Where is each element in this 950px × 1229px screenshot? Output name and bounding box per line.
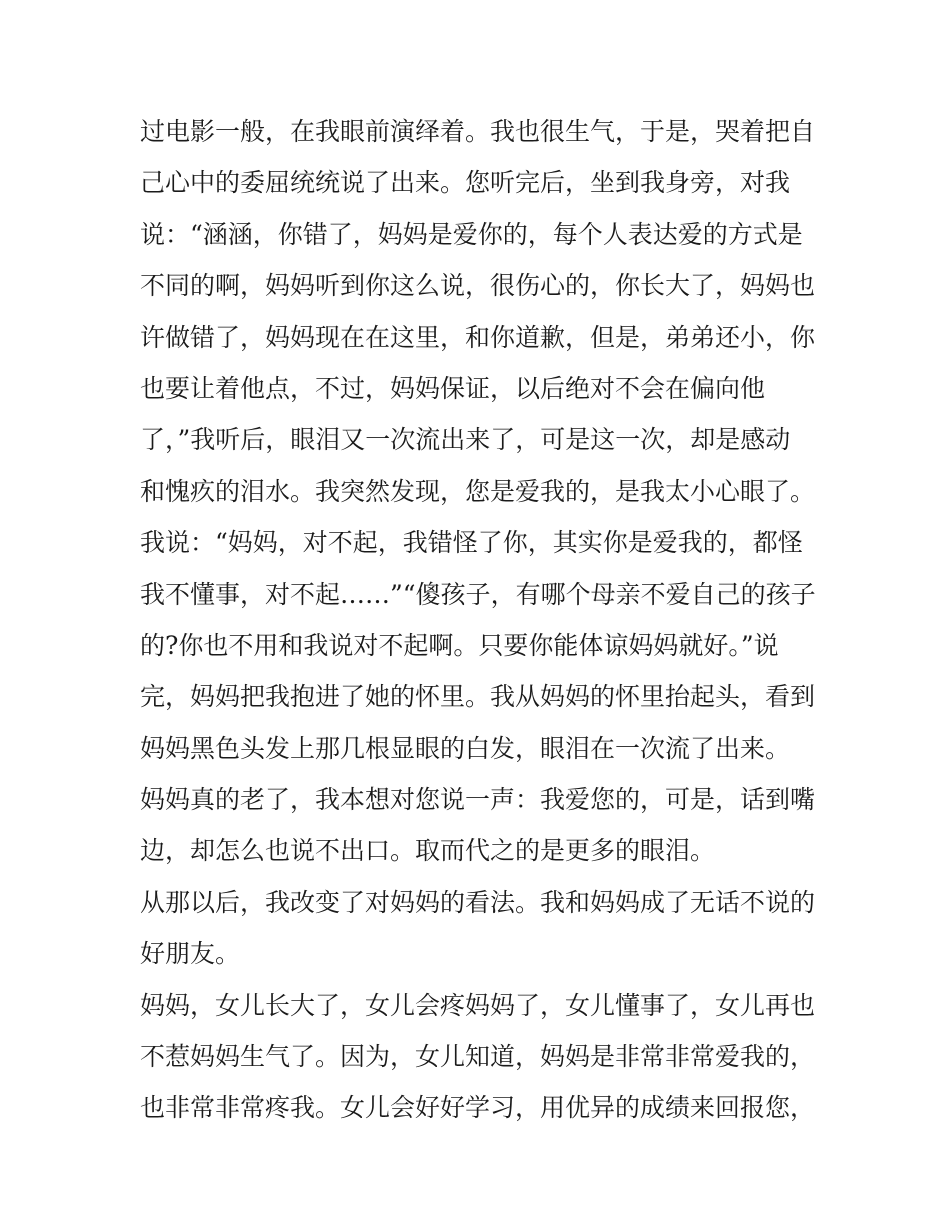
text-line: 己心中的委屈统统说了出来。您听完后，坐到我身旁，对我 [140,168,791,198]
text-line: 妈妈，女儿长大了，女儿会疼妈妈了，女儿懂事了，女儿再也 [140,990,816,1020]
text-line: 的?你也不用和我说对不起啊。只要你能体谅妈妈就好。”说 [140,630,779,660]
text-line: 过电影一般，在我眼前演绎着。我也很生气，于是，哭着把自 [140,117,816,146]
text-line: 和愧疚的泪水。我突然发现，您是爱我的，是我太小心眼了。 [140,476,816,506]
text-line: 不惹妈妈生气了。因为，女儿知道，妈妈是非常非常爱我的， [140,1042,816,1072]
text-line: 不同的啊，妈妈听到你这么说，很伤心的，你长大了，妈妈也 [140,271,816,301]
text-line: 也要让着他点，不过，妈妈保证，以后绝对不会在偏向他 [140,373,766,403]
text-line: 了，”我听后，眼泪又一次流出来了，可是这一次，却是感动 [140,425,791,455]
text-line: 妈妈真的老了，我本想对您说一声：我爱您的，可是，话到嘴 [140,785,816,815]
text-line: 边，却怎么也说不出口。取而代之的是更多的眼泪。 [140,836,716,866]
text-line: 许做错了，妈妈现在在这里，和你道歉，但是，弟弟还小，你 [140,322,816,352]
text-line: 完，妈妈把我抱进了她的怀里。我从妈妈的怀里抬起头，看到 [140,682,816,712]
text-line: 好朋友。 [140,939,241,969]
text-line: 我不懂事，对不起……”“傻孩子，有哪个母亲不爱自己的孩子 [140,579,816,609]
text-line: 妈妈黑色头发上那几根显眼的白发，眼泪在一次流了出来。 [140,733,791,763]
text-line: 我说：“妈妈，对不起，我错怪了你，其实你是爱我的，都怪 [140,528,803,558]
text-line: 说：“涵涵，你错了，妈妈是爱你的，每个人表达爱的方式是 [140,219,803,249]
text-line: 从那以后，我改变了对妈妈的看法。我和妈妈成了无话不说的 [140,887,816,917]
text-line: 也非常非常疼我。女儿会好好学习，用优异的成绩来回报您， [140,1093,816,1123]
document-body [140,106,820,1134]
